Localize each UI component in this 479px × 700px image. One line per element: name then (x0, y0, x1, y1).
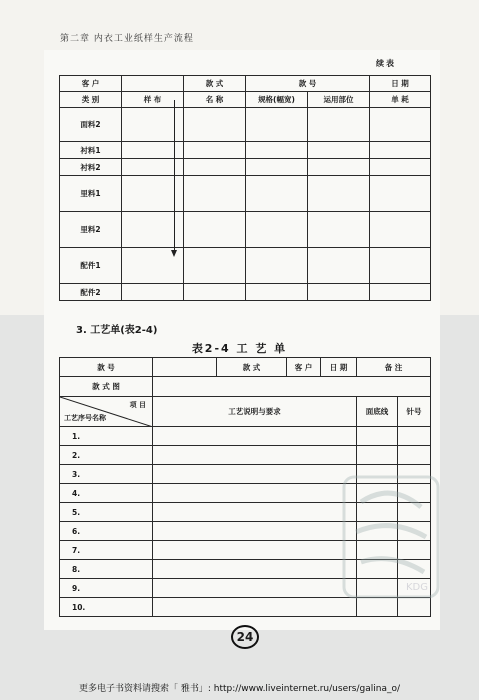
process-row-number: 2. (60, 446, 153, 465)
process-description-cell (153, 522, 357, 541)
col-process-description: 工艺说明与要求 (153, 397, 357, 427)
table-row (60, 142, 431, 159)
table-row (60, 159, 431, 176)
col-sample-fabric: 样 布 (122, 92, 184, 108)
style-header: 款 式 (217, 358, 287, 377)
table-caption: 表2-4 工 艺 单 (191, 342, 288, 355)
page-number: 24 (231, 625, 259, 649)
process-description-cell (153, 598, 357, 617)
table-row (60, 212, 431, 248)
process-row-number: 10. (60, 598, 153, 617)
process-description-cell (153, 465, 357, 484)
process-description-cell (153, 560, 357, 579)
needle-cell (398, 446, 431, 465)
footer-text: 更多电子书资料请搜索「 雅书」: http://www.liveinternet.ru/users/galina_o/ (78, 684, 401, 694)
date-header: 日 期 (321, 358, 357, 377)
needle-cell (398, 427, 431, 446)
row-label: 配件1 (60, 248, 122, 284)
process-row-number: 1. (60, 427, 153, 446)
col-needle: 针号 (398, 397, 431, 427)
continued-label: 续表 (376, 59, 396, 68)
process-row-number: 8. (60, 560, 153, 579)
row-label: 衬料2 (60, 159, 122, 176)
thread-cell (357, 427, 398, 446)
process-description-cell (153, 541, 357, 560)
customer-value (122, 76, 184, 92)
row-label: 配件2 (60, 284, 122, 301)
watermark-text: KDG (406, 582, 429, 593)
section-heading: 3. 工艺单(表2-4) (76, 325, 158, 336)
process-row-number: 3. (60, 465, 153, 484)
remarks-header: 备 注 (357, 358, 431, 377)
style-no-header: 款 号 (60, 358, 153, 377)
material-table-header-row (60, 76, 431, 92)
table-row (60, 284, 431, 301)
table-row (60, 427, 431, 446)
diag-top-label: 项 目 (129, 401, 146, 409)
process-row-number: 6. (60, 522, 153, 541)
customer-header: 客 户 (287, 358, 321, 377)
style-drawing-row (60, 377, 431, 397)
col-unit-consumption: 单 耗 (370, 92, 431, 108)
arrow-down-icon (171, 250, 177, 257)
table-row (60, 176, 431, 212)
col-usage-part: 运用部位 (308, 92, 370, 108)
style-header: 款 式 (184, 76, 246, 92)
process-description-cell (153, 446, 357, 465)
table-row (60, 446, 431, 465)
style-drawing-label: 款 式 图 (60, 377, 153, 397)
process-table-header-row (60, 358, 431, 377)
process-row-number: 7. (60, 541, 153, 560)
process-row-number: 5. (60, 503, 153, 522)
table-row (60, 108, 431, 142)
col-category: 类 别 (60, 92, 122, 108)
col-spec-width: 规格(幅宽) (246, 92, 308, 108)
row-label: 里料1 (60, 176, 122, 212)
process-description-cell (153, 503, 357, 522)
row-label: 里料2 (60, 212, 122, 248)
diag-bottom-label: 工艺序号名称 (64, 414, 106, 422)
material-table-column-row (60, 92, 431, 108)
material-table (59, 75, 431, 301)
process-row-number: 9. (60, 579, 153, 598)
process-description-cell (153, 484, 357, 503)
watermark-seal (336, 472, 446, 602)
style-no-header: 款 号 (246, 76, 370, 92)
row-label: 面料2 (60, 108, 122, 142)
process-row-number: 4. (60, 484, 153, 503)
diagonal-header-cell (60, 397, 153, 427)
running-header: 第二章 内衣工业纸样生产流程 (60, 34, 194, 44)
col-name: 名 称 (184, 92, 246, 108)
row-label: 衬料1 (60, 142, 122, 159)
sample-fabric-arrow-line (174, 100, 175, 252)
date-header: 日 期 (370, 76, 431, 92)
style-drawing-area (153, 377, 431, 397)
process-description-cell (153, 579, 357, 598)
customer-header: 客 户 (60, 76, 122, 92)
process-table-column-row (60, 397, 431, 427)
style-no-value (153, 358, 217, 377)
col-thread: 面底线 (357, 397, 398, 427)
thread-cell (357, 446, 398, 465)
process-description-cell (153, 427, 357, 446)
table-row (60, 248, 431, 284)
